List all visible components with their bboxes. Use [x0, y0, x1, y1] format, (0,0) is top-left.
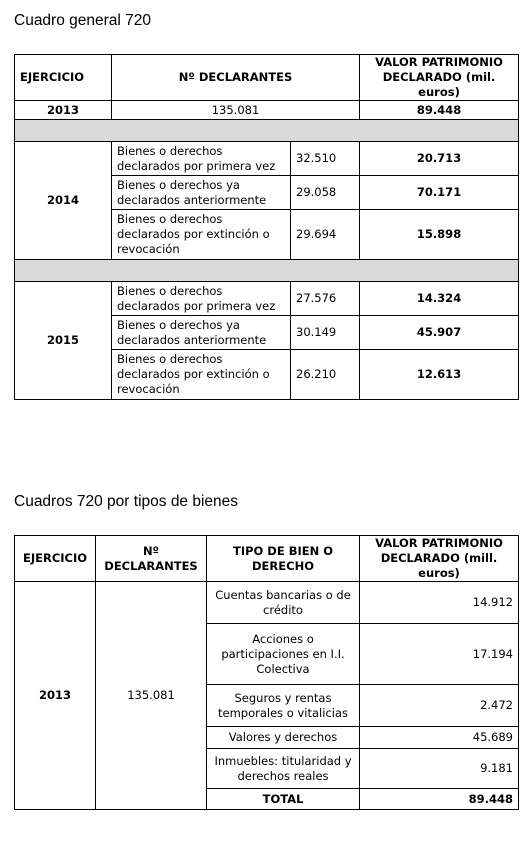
tipo-cell: Bienes o derechos declarados por primera vez — [112, 282, 291, 316]
header-tipo: TIPO DE BIEN O DERECHO — [207, 536, 360, 582]
table-row — [15, 142, 519, 176]
header-ejercicio: EJERCICIO — [15, 55, 112, 101]
tipo-cell: Seguros y rentas temporales o vitalicias — [207, 685, 360, 727]
valor-cell: 70.171 — [360, 176, 519, 210]
year-cell: 2014 — [15, 142, 112, 260]
tipo-cell: Valores y derechos — [207, 727, 360, 749]
tipo-cell: Bienes o derechos ya declarados anteriormente — [112, 176, 291, 210]
header-valor: VALOR PATRIMONIO DECLARADO (mil. euros) — [360, 55, 519, 101]
tipo-cell: Inmuebles: titularidad y derechos reales — [207, 749, 360, 789]
valor-cell: 15.898 — [360, 210, 519, 260]
tipo-cell: Bienes o derechos declarados por primera vez — [112, 142, 291, 176]
header-declarantes: Nº DECLARANTES — [96, 536, 207, 582]
table2-title: Cuadros 720 por tipos de bienes — [14, 493, 239, 510]
table-header-row — [15, 536, 519, 582]
table-row — [15, 282, 519, 316]
year-cell: 2013 — [15, 582, 96, 810]
tipo-cell: Acciones o participaciones en I.I. Colectiva — [207, 624, 360, 685]
table1-title: Cuadro general 720 — [14, 12, 152, 29]
valor-cell: 17.194 — [360, 624, 519, 685]
tipos-de-bienes-table — [14, 535, 519, 810]
valor-cell: 20.713 — [360, 142, 519, 176]
valor-cell: 14.912 — [360, 582, 519, 624]
valor-cell: 45.689 — [360, 727, 519, 749]
year-cell: 2013 — [15, 101, 112, 120]
total-label: TOTAL — [207, 789, 360, 810]
separator-row — [15, 120, 519, 142]
separator-row — [15, 260, 519, 282]
table-row — [15, 582, 519, 624]
valor-cell: 12.613 — [360, 350, 519, 400]
valor-cell: 14.324 — [360, 282, 519, 316]
header-ejercicio: EJERCICIO — [15, 536, 96, 582]
tipo-cell: Bienes o derechos declarados por extinción o revocación — [112, 350, 291, 400]
valor-cell: 45.907 — [360, 316, 519, 350]
tipo-cell: Bienes o derechos ya declarados anteriormente — [112, 316, 291, 350]
valor-cell: 9.181 — [360, 749, 519, 789]
total-valor: 89.448 — [360, 789, 519, 810]
declarantes-cell: 27.576 — [291, 282, 360, 316]
declarantes-cell: 30.149 — [291, 316, 360, 350]
declarantes-cell: 135.081 — [96, 582, 207, 810]
declarantes-cell: 29.058 — [291, 176, 360, 210]
declarantes-cell: 26.210 — [291, 350, 360, 400]
header-declarantes: Nº DECLARANTES — [112, 55, 360, 101]
valor-cell: 2.472 — [360, 685, 519, 727]
year-cell: 2015 — [15, 282, 112, 400]
tipo-cell: Bienes o derechos declarados por extinción o revocación — [112, 210, 291, 260]
valor-cell: 89.448 — [360, 101, 519, 120]
header-valor: VALOR PATRIMONIO DECLARADO (mill. euros) — [360, 536, 519, 582]
cuadro-general-table — [14, 54, 519, 400]
declarantes-cell: 135.081 — [112, 101, 360, 120]
tipo-cell: Cuentas bancarias o de crédito — [207, 582, 360, 624]
table-header-row — [15, 55, 519, 101]
declarantes-cell: 29.694 — [291, 210, 360, 260]
table-row — [15, 101, 519, 120]
declarantes-cell: 32.510 — [291, 142, 360, 176]
